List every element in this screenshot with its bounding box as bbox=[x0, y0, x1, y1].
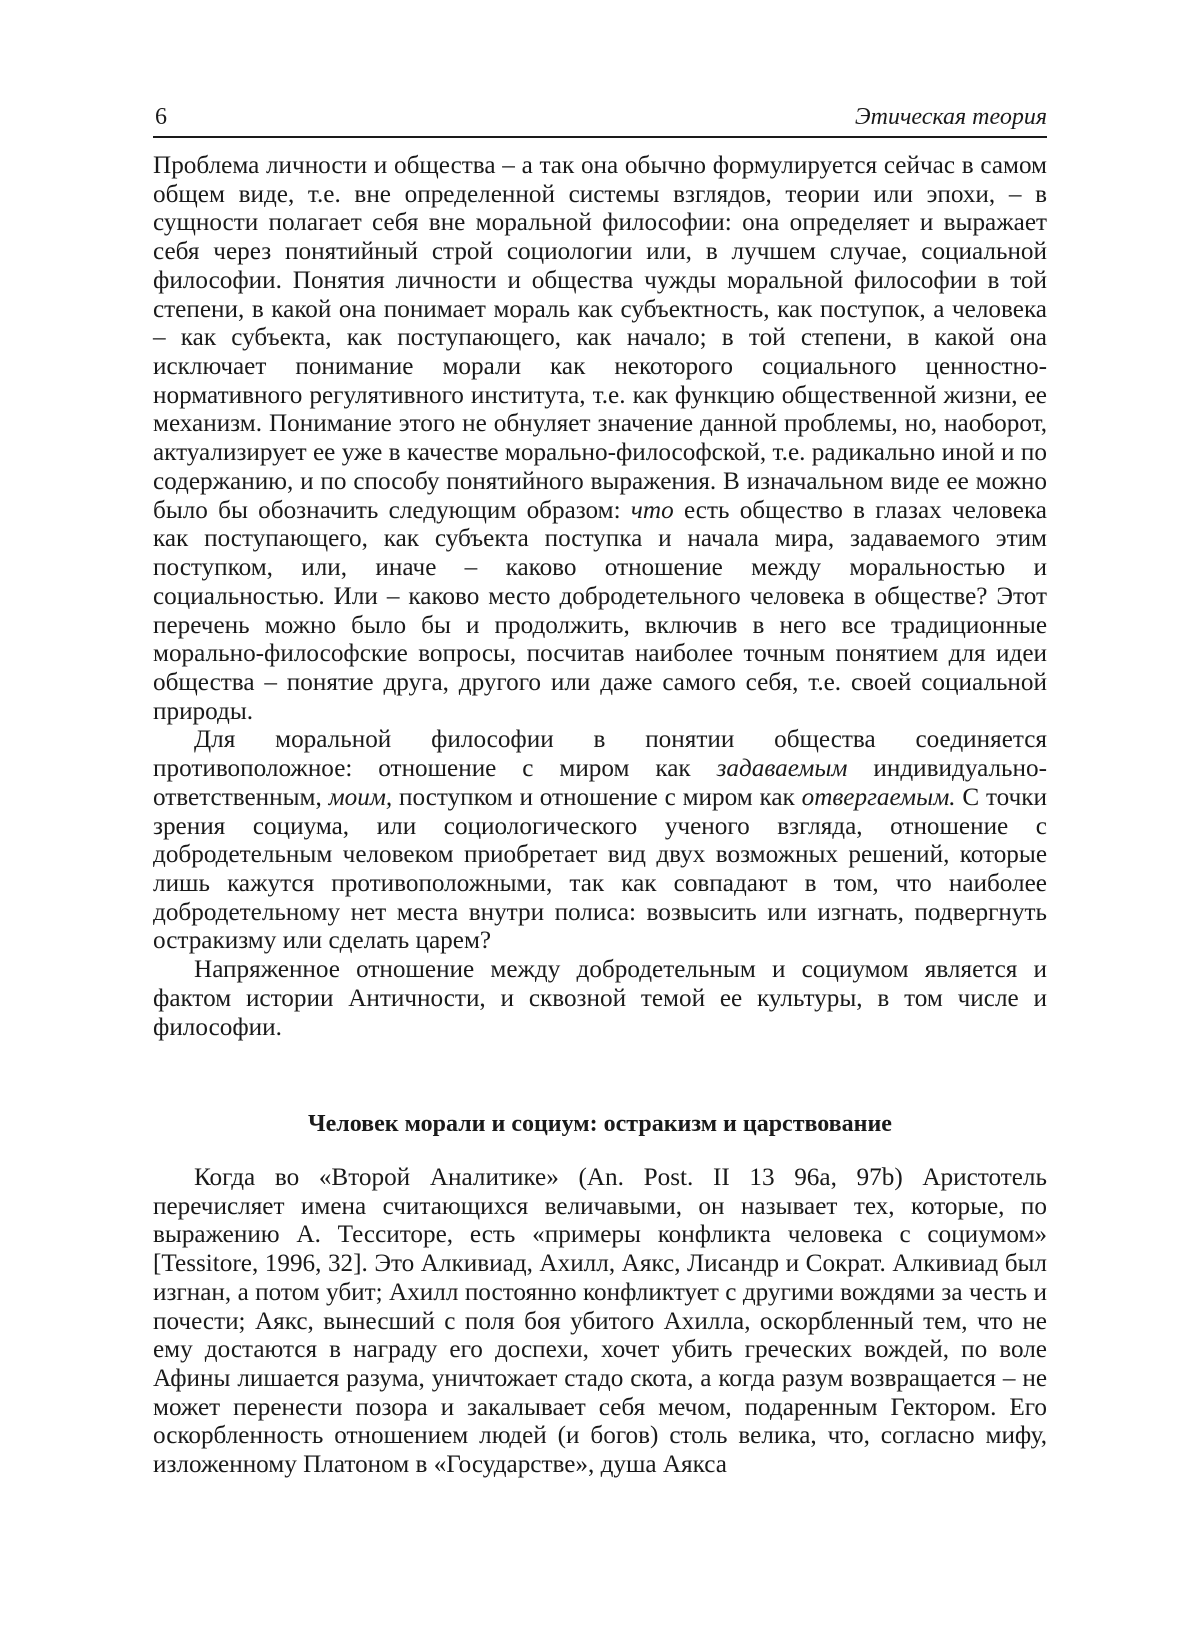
body-text-section bbox=[153, 1164, 1047, 1480]
page-number: 6 bbox=[155, 104, 167, 130]
emphasis-rejected: отвергаемым. bbox=[801, 783, 956, 811]
emphasis-given: задаваемым bbox=[716, 755, 848, 783]
paragraph-4: Когда во «Второй Аналитике» (An. Post. II 13 96a, 97b) Аристотель перечисляет имена считающихся величавыми, он называет тех, которые, по выражению А. Тесситоре, есть «примеры конфликта человека с социумом» [Tessitore, 1996, 32]. Это Алкивиад, Ахилл, Аякс, Лисандр и Сократ. Алкивиад был изгнан, а потом убит; Ахилл постоянно конфликтует с другими вождями за честь и почести; Аякс, вынесший с поля боя убитого Ахилла, оскорбленный тем, что не ему достаются в награду его доспехи, хочет убить греческих вождей, по воле Афины лишается разума, уничтожает стадо скота, а когда разум возвращается – не может перенести позора и закалывает себя мечом, подаренным Гектором. Его оскорбленность отношением людей (и богов) столь велика, что, согласно мифу, изложенному Платоном в «Государстве», душа Аякса bbox=[153, 1164, 1047, 1479]
body-text bbox=[153, 152, 1047, 1042]
running-title: Этическая теория bbox=[854, 104, 1047, 130]
emphasis-what: что bbox=[630, 496, 674, 524]
page-header bbox=[153, 104, 1047, 138]
paragraph-3: Напряженное отношение между добродетельным и социумом является и фактом истории Античности, и сквозной темой ее культуры, в том числе и философии. bbox=[153, 956, 1047, 1041]
paragraph-2: Для моральной философии в понятии общества соединяется противоположное: отношение с миром как задаваемым индивидуально-ответственным, моим, поступком и отношение с миром как отвергаемым. С точки зрения социума, или социологического ученого взгляда, отношение с добродетельным человеком приобретает вид двух возможных решений, которые лишь кажутся противоположными, так как совпадают в том, что наиболее добродетельному нет места внутри полиса: возвысить или изгнать, подвергнуть остракизму или сделать царем? bbox=[153, 726, 1048, 955]
paragraph-1: Проблема личности и общества – а так она обычно формулируется сейчас в самом общем виде, т.е. вне определенной системы взглядов, теории или эпохи, – в сущности полагает себя вне моральной философии: она определяет и выражает себя через понятийный строй социологии или, в лучшем случае, социальной философии. Понятия личности и общества чужды моральной философии в той степени, в какой она понимает мораль как субъектность, как поступок, а человека – как субъекта, как поступающего, как начало; в той степени, в какой она исключает понимание морали как некоторого социального ценностно-нормативного регулятивного института, т.е. как функцию общественной жизни, ее механизм. Понимание этого не обнуляет значение данной проблемы, но, наоборот, актуализирует ее уже в качестве морально-философской, т.е. радикально иной и по содержанию, и по способу понятийного выражения. В изначальном виде ее можно было бы обозначить следующим образом: что есть общество в глазах человека как поступающего, как субъекта поступка и начала мира, задаваемого этим поступком, или, иначе – каково отношение между моральностью и социальностью. Или – каково место добродетельного человека в обществе? Этот перечень можно было бы и продолжить, включив в него все традиционные морально-философские вопросы, посчитав наиболее точным понятием для идеи общества – понятие друга, другого или даже самого себя, т.е. своей социальной природы. bbox=[153, 152, 1047, 725]
section-heading: Человек морали и социум: остракизм и царствование bbox=[308, 1111, 892, 1137]
emphasis-mine: моим, bbox=[328, 783, 393, 811]
